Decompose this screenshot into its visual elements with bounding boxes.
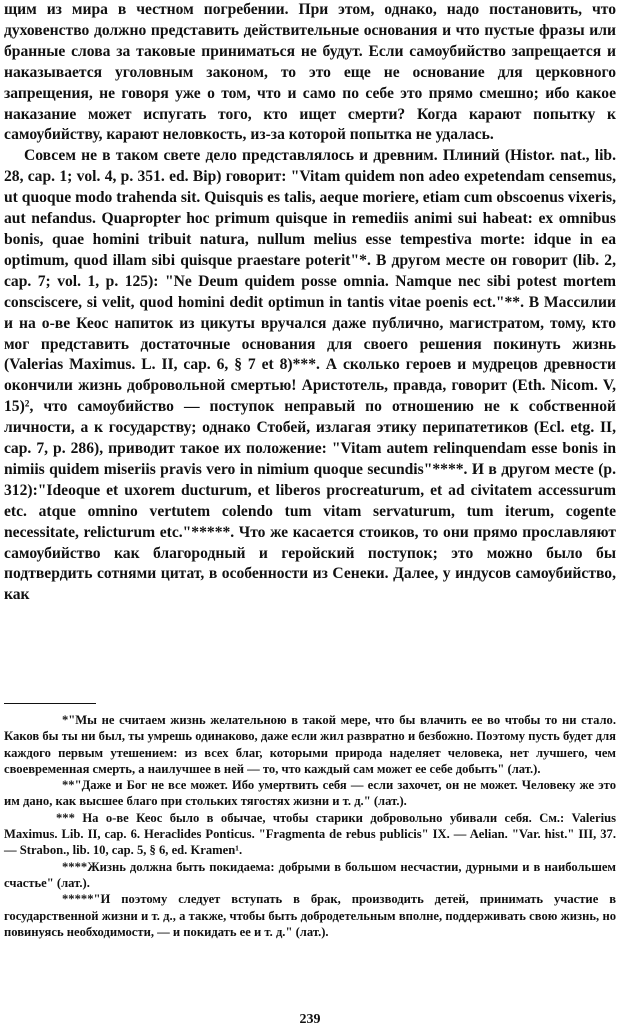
footnote-1: *"Мы не считаем жизнь желательною в такой мере, что бы влачить ее во чтобы то ни стало. Каков бы ты ни был, ты умрешь одинаково, даже если жил развратно и безбожно. Поэтому пусть будет для каждого первым утешением: из всех благ, которыми природа наделяет человека, нет лучшего, чем своевременная смерть, а наилучшее в ней — то, что каждый сам может ее себе добыть" (лат.). [4,713,616,776]
page-number: 239 [299,1012,321,1027]
footnote-3: *** На о-ве Кеос было в обычае, чтобы старики добровольно убивали себя. См.: Valerius Maximus. Lib. II, cap. 6. Heraclides Ponticus. "Fragmenta de rebus publicis" IX. — Aelian. "Var. hist." III, 37. — Strabon., lib. 10, cap. 5, § 6, ed. Kramen¹. [4,810,616,858]
footnote-divider [4,703,96,704]
paragraph-1: щим из мира в честном погребении. При этом, однако, надо постановить, что духовенство должно представить действительные основания и что пустые фразы или бранные слова за таковые приниматься не будут. Если самоубийство запрещается и наказывается уголовным законом, то это еще не основание для церковного запрещения, не говоря уже о том, что и само по себе это прямо смешно; ибо какое наказание может испугать того, кто ищет смерти? Когда карают попытку к самоубийству, карают неловкость, из-за которой попытка не удалась. [4,1,616,144]
footnote-5: *****"И поэтому следует вступать в брак, производить детей, принимать участие в государственной жизни и т. д., а также, чтобы быть добродетельным вполне, поддерживать свою жизнь, но повинуясь необходимости, — и покидать ее и т. д." (лат.). [4,892,616,939]
main-text [4,0,616,606]
footnote-4: ****Жизнь должна быть покидаема: добрыми в большом несчастии, дурными и в наибольшем счастье" (лат.). [4,859,616,890]
footnotes [4,712,616,940]
paragraph-2: Совсем не в таком свете дело представлялось и древним. Плиний (Histor. nat., lib. 28, cap. 1; vol. 4, p. 351. ed. Bip) говорит: "Vitam quidem non adeo expetendam censemus, ut quoque modo trahenda sit. Quisquis es talis, aeque moriere, etiam cum obscoenus vixeris, aut nefandus. Quapropter hoc primum quisque in remediis animi sui habeat: ex omnibus bonis, quae homini tribuit natura, nullum melius esse tempestiva morte: idque in ea optimum, quod illam sibi quisque praestare poterit"*. В другом месте он говорит (lib. 2, cap. 7; vol. 1, p. 125): "Ne Deum quidem posse omnia. Namque nec sibi potest mortem consciscere, si velit, quod homini dedit optimun in tantis vitae poenis ect."**. В Массилии и на о-ве Кеос напиток из цикуты вручался даже публично, магистратом, тому, кто мог представить достаточные основания для своего решения покинуть жизнь (Valerias Maximus. L. II, cap. 6, § 7 et 8)***. А сколько героев и мудрецов древности окончили жизнь добровольной смертью! Аристотель, правда, говорит (Eth. Nicom. V, 15)², что самоубийство — поступок неправый по отношению не к собственной личности, а к государству; однако Стобей, излагая этику перипатетиков (Ecl. etg. II, cap. 7, p. 286), приводит такое их положение: "Vitam autem relinquendam esse bonis in nimiis quidem miseriis pravis vero in nimium quoque secundis"****. И в другом месте (p. 312):"Ideoque et uxorem ducturum, et liberos procreaturum, et ad civitatem accessurum etc. atque omnino vertutem colendo tum vitam servaturum, tum iterum, cogente necessitate, relicturum etc."*****. Что же касается стоиков, то они прямо прославляют самоубийство как благородный и геройский поступок; это можно было бы подтвердить сотнями цитат, в особенности из Сенеки. Далее, у индусов самоубийство, как [4,147,616,604]
footnote-2: **"Даже и Бог не все может. Ибо умертвить себя — если захочет, он не может. Человеку же это им дано, как высшее благо при стольких тягостях жизни и т. д." (лат.). [4,778,616,809]
